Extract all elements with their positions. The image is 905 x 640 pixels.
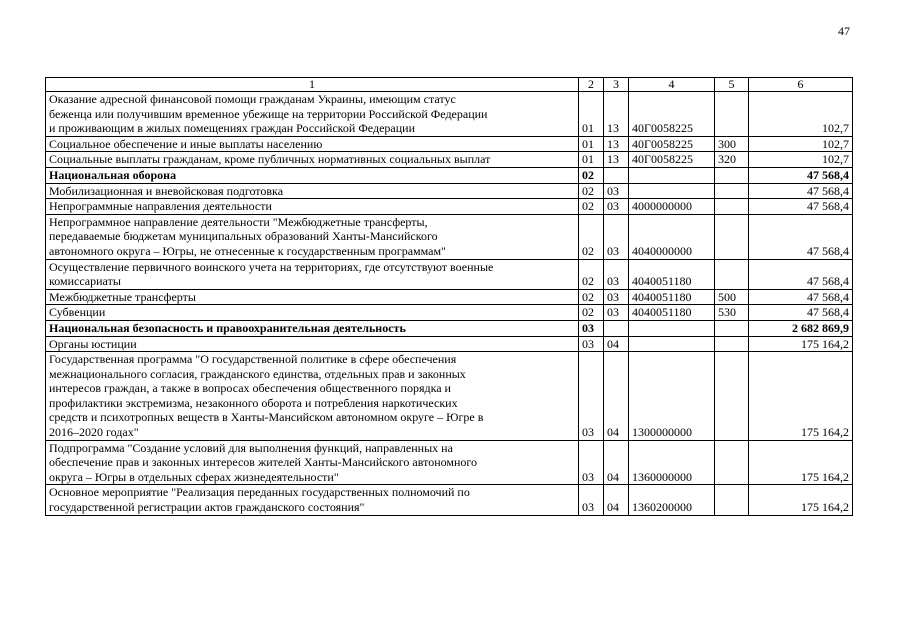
row-section-cell: 02 [579,167,604,183]
table-row [46,92,853,137]
row-target-article-cell: 4040051180 [629,305,715,321]
table-row [46,214,853,259]
row-subsection-cell: 03 [604,183,629,199]
row-target-article-cell: 1360000000 [629,440,715,485]
row-section-cell: 01 [579,92,604,137]
row-section-cell: 02 [579,199,604,215]
row-target-article-cell [629,336,715,352]
row-name-cell: Мобилизационная и вневойсковая подготовка [46,183,579,199]
row-target-article-cell: 40Г0058225 [629,152,715,168]
row-amount-cell: 102,7 [749,92,853,137]
row-subsection-cell [604,167,629,183]
row-name-cell: Социальное обеспечение и иные выплаты населению [46,136,579,152]
table-row [46,152,853,168]
header-cell: 4 [629,78,715,92]
table-row [46,440,853,485]
row-name-cell: Непрограммные направления деятельности [46,199,579,215]
table-row [46,167,853,183]
row-expense-type-cell [715,352,749,441]
row-name-cell: Государственная программа "О государственной политике в сфере обеспечения межнационального согласия, гражданского единства, отдельных прав и законных интересов граждан, а также в вопросах обеспечения общественного порядка и профилактики экстремизма, незаконного оборота и потребления наркотических средств и психотропных веществ в Ханты-Мансийском автономном округе – Югре в 2016–2020 годах" [46,352,579,441]
row-section-cell: 03 [579,320,604,336]
row-expense-type-cell [715,336,749,352]
row-subsection-cell [604,320,629,336]
row-target-article-cell: 1360200000 [629,485,715,515]
table-row [46,320,853,336]
row-target-article-cell [629,167,715,183]
row-name-cell: Органы юстиции [46,336,579,352]
row-subsection-cell: 04 [604,485,629,515]
row-amount-cell: 47 568,4 [749,289,853,305]
row-amount-cell: 47 568,4 [749,259,853,289]
row-expense-type-cell [715,320,749,336]
row-amount-cell: 47 568,4 [749,167,853,183]
table-row [46,336,853,352]
row-expense-type-cell [715,214,749,259]
row-expense-type-cell [715,92,749,137]
row-amount-cell: 47 568,4 [749,183,853,199]
table-row [46,352,853,441]
row-target-article-cell: 4040051180 [629,259,715,289]
row-expense-type-cell [715,167,749,183]
row-section-cell: 02 [579,289,604,305]
row-expense-type-cell: 530 [715,305,749,321]
row-expense-type-cell [715,183,749,199]
row-subsection-cell: 03 [604,214,629,259]
page-number: 47 [838,24,850,38]
row-amount-cell: 175 164,2 [749,440,853,485]
row-expense-type-cell: 500 [715,289,749,305]
row-subsection-cell: 04 [604,336,629,352]
row-amount-cell: 47 568,4 [749,199,853,215]
row-section-cell: 02 [579,183,604,199]
row-name-cell: Субвенции [46,305,579,321]
row-subsection-cell: 03 [604,259,629,289]
row-target-article-cell: 40Г0058225 [629,136,715,152]
row-subsection-cell: 03 [604,289,629,305]
row-name-cell: Оказание адресной финансовой помощи гражданам Украины, имеющим статус беженца или получившим временное убежище на территории Российской Федерации и проживающим в жилых помещениях граждан Российской Федерации [46,92,579,137]
header-cell: 6 [749,78,853,92]
row-subsection-cell: 03 [604,199,629,215]
row-subsection-cell: 04 [604,440,629,485]
row-amount-cell: 102,7 [749,152,853,168]
table-row [46,183,853,199]
row-section-cell: 01 [579,152,604,168]
row-name-cell: Непрограммное направление деятельности "Межбюджетные трансферты, передаваемые бюджетам муниципальных образований Ханты-Мансийского автономного округа – Югры, не отнесенные к государственным программам" [46,214,579,259]
row-expense-type-cell: 300 [715,136,749,152]
row-amount-cell: 175 164,2 [749,352,853,441]
row-subsection-cell: 03 [604,305,629,321]
row-subsection-cell: 13 [604,136,629,152]
table-row [46,305,853,321]
row-target-article-cell: 4040051180 [629,289,715,305]
row-subsection-cell: 13 [604,92,629,137]
row-section-cell: 01 [579,136,604,152]
table-header-row [46,78,853,92]
header-cell: 5 [715,78,749,92]
row-expense-type-cell [715,485,749,515]
row-target-article-cell [629,183,715,199]
row-amount-cell: 175 164,2 [749,485,853,515]
header-cell: 3 [604,78,629,92]
header-cell: 2 [579,78,604,92]
row-expense-type-cell: 320 [715,152,749,168]
row-target-article-cell: 4000000000 [629,199,715,215]
header-cell: 1 [46,78,579,92]
row-target-article-cell: 40Г0058225 [629,92,715,137]
budget-table-body [46,78,853,516]
table-row [46,199,853,215]
row-target-article-cell: 1300000000 [629,352,715,441]
row-expense-type-cell [715,440,749,485]
row-amount-cell: 47 568,4 [749,305,853,321]
table-row [46,259,853,289]
budget-table [45,77,853,516]
row-section-cell: 02 [579,259,604,289]
table-row [46,136,853,152]
row-target-article-cell: 4040000000 [629,214,715,259]
row-amount-cell: 47 568,4 [749,214,853,259]
row-section-cell: 02 [579,305,604,321]
row-section-cell: 03 [579,352,604,441]
row-amount-cell: 102,7 [749,136,853,152]
table-row [46,289,853,305]
row-name-cell: Основное мероприятие "Реализация переданных государственных полномочий по государственной регистрации актов гражданского состояния" [46,485,579,515]
row-name-cell: Межбюджетные трансферты [46,289,579,305]
row-section-cell: 03 [579,336,604,352]
row-subsection-cell: 04 [604,352,629,441]
row-target-article-cell [629,320,715,336]
row-expense-type-cell [715,259,749,289]
row-amount-cell: 175 164,2 [749,336,853,352]
row-name-cell: Осуществление первичного воинского учета на территориях, где отсутствуют военные комиссариаты [46,259,579,289]
row-name-cell: Социальные выплаты гражданам, кроме публичных нормативных социальных выплат [46,152,579,168]
row-name-cell: Национальная оборона [46,167,579,183]
row-name-cell: Подпрограмма "Создание условий для выполнения функций, направленных на обеспечение прав и законных интересов жителей Ханты-Мансийского автономного округа – Югры в отдельных сферах жизнедеятельности" [46,440,579,485]
table-row [46,485,853,515]
row-expense-type-cell [715,199,749,215]
row-section-cell: 03 [579,440,604,485]
row-section-cell: 03 [579,485,604,515]
row-amount-cell: 2 682 869,9 [749,320,853,336]
row-name-cell: Национальная безопасность и правоохранительная деятельность [46,320,579,336]
row-section-cell: 02 [579,214,604,259]
row-subsection-cell: 13 [604,152,629,168]
